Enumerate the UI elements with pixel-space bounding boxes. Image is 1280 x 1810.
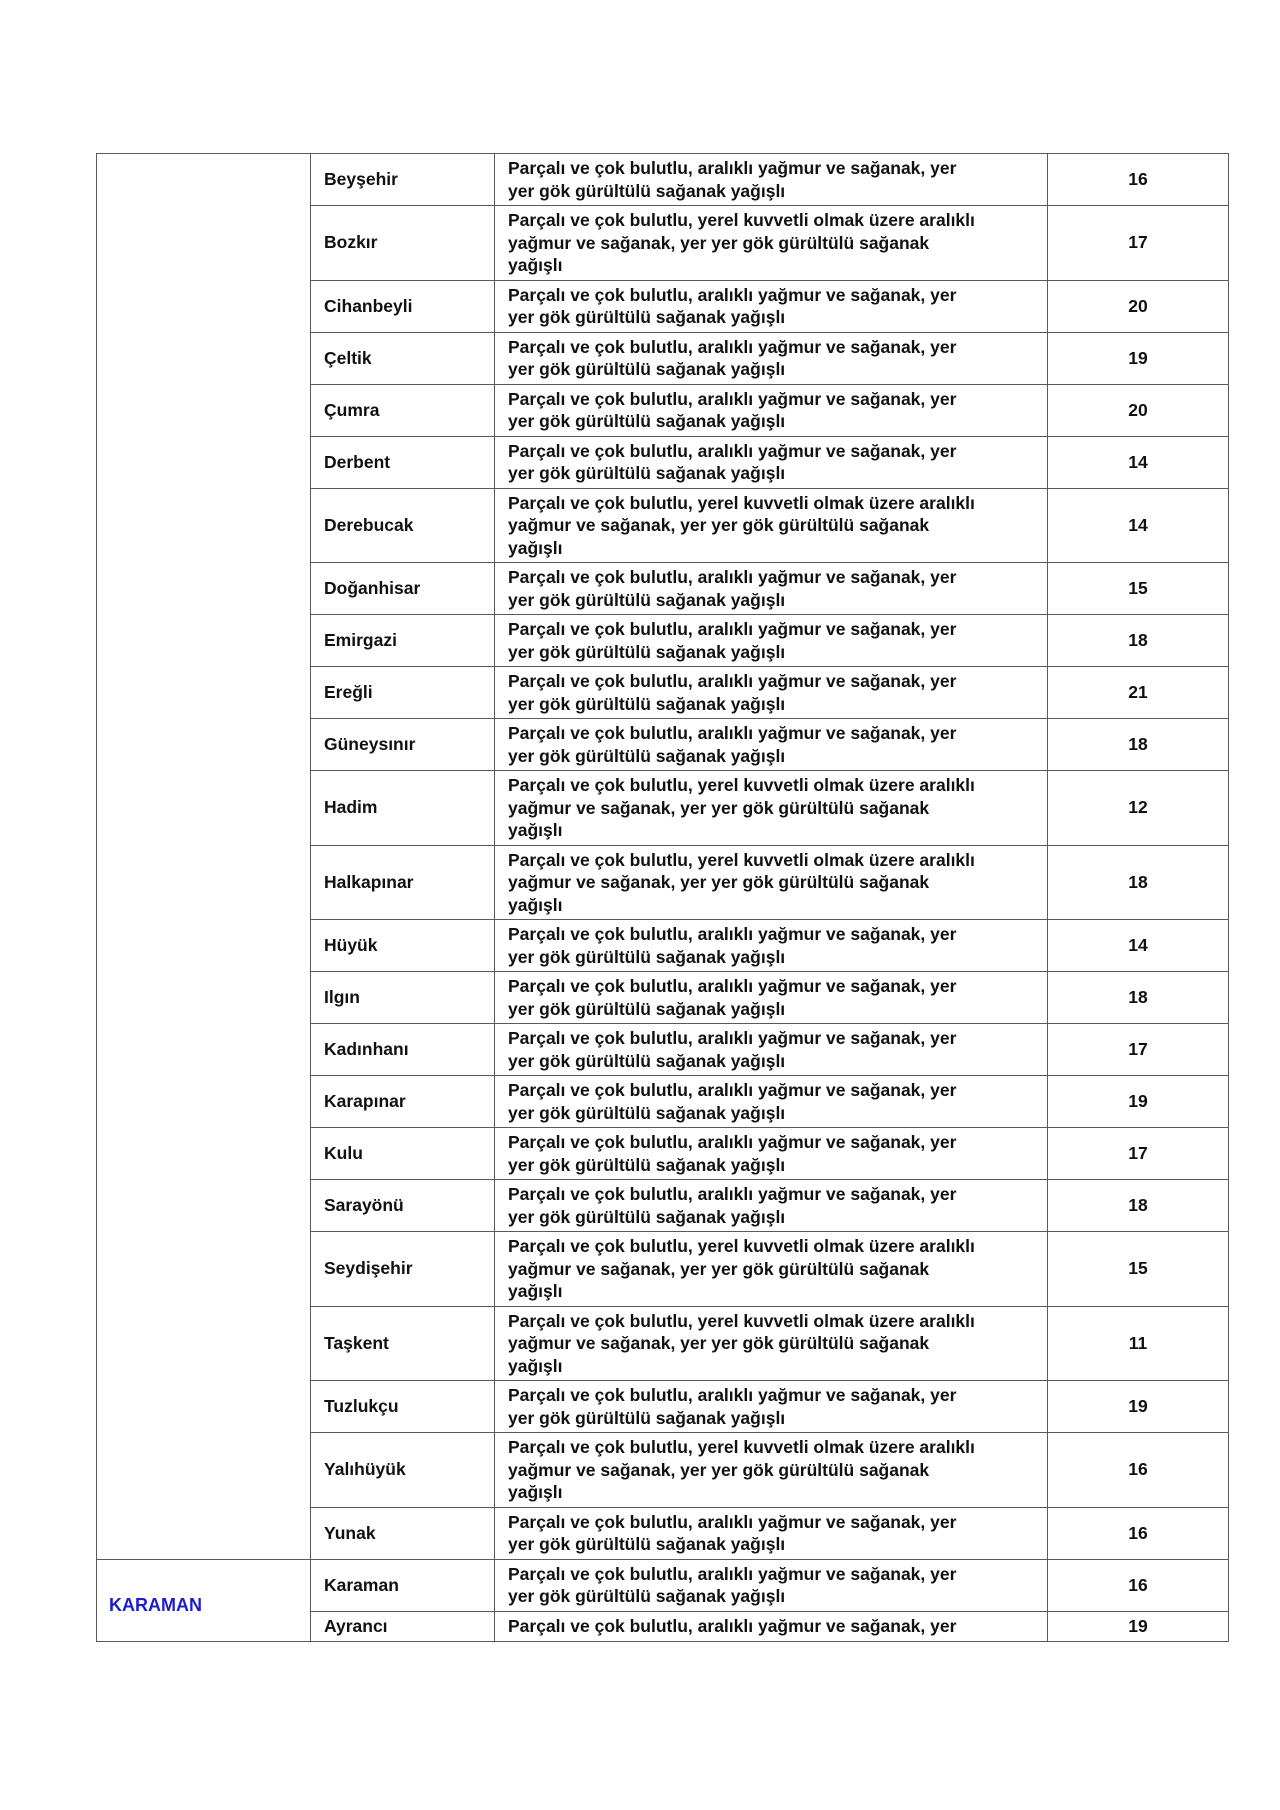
- forecast-description-line: Parçalı ve çok bulutlu, aralıklı yağmur ve sağanak, yer: [508, 976, 957, 996]
- temperature-cell: 18: [1048, 845, 1229, 920]
- forecast-description-line: yağışlı: [508, 820, 563, 840]
- district-cell: Halkapınar: [311, 845, 495, 920]
- forecast-description-line: yer gök gürültülü sağanak yağışlı: [508, 693, 786, 714]
- forecast-description-line: Parçalı ve çok bulutlu, aralıklı yağmur ve sağanak, yer: [508, 440, 957, 461]
- forecast-description-line: Parçalı ve çok bulutlu, yerel kuvvetli olmak üzere aralıklı: [508, 1437, 975, 1457]
- forecast-description-line: Parçalı ve çok bulutlu, yerel kuvvetli olmak üzere aralıklı: [508, 1310, 975, 1331]
- forecast-description-line: yağmur ve sağanak, yer yer gök gürültülü sağanak: [508, 797, 930, 818]
- district-cell: Seydişehir: [311, 1232, 495, 1307]
- forecast-description-line: yağmur ve sağanak, yer yer gök gürültülü sağanak: [508, 232, 930, 253]
- temperature-cell: 16: [1048, 1559, 1229, 1611]
- forecast-description-line: Parçalı ve çok bulutlu, aralıklı yağmur ve sağanak, yer: [508, 723, 957, 743]
- forecast-description-line: yağışlı: [508, 1355, 563, 1376]
- district-cell: Güneysınır: [311, 719, 495, 771]
- forecast-description-cell: [495, 845, 1048, 920]
- forecast-description-cell: [495, 1611, 1048, 1641]
- forecast-description-line: Parçalı ve çok bulutlu, yerel kuvvetli olmak üzere aralıklı: [508, 775, 975, 795]
- forecast-description-cell: [495, 332, 1048, 384]
- table-row: [97, 154, 1229, 206]
- temperature-cell: 17: [1048, 1128, 1229, 1180]
- forecast-description-line: yağmur ve sağanak, yer yer gök gürültülü sağanak: [508, 1333, 930, 1353]
- forecast-description-cell: [495, 972, 1048, 1024]
- forecast-description-line: Parçalı ve çok bulutlu, aralıklı yağmur ve sağanak, yer: [508, 1184, 957, 1204]
- forecast-description-line: Parçalı ve çok bulutlu, yerel kuvvetli olmak üzere aralıklı: [508, 1236, 975, 1256]
- forecast-description-cell: [495, 719, 1048, 771]
- temperature-cell: 11: [1048, 1306, 1229, 1381]
- forecast-description-line: yer gök gürültülü sağanak yağışlı: [508, 1534, 786, 1554]
- district-cell: Yunak: [311, 1507, 495, 1559]
- forecast-description-line: yer gök gürültülü sağanak yağışlı: [508, 359, 786, 379]
- forecast-description-line: yağışlı: [508, 255, 563, 275]
- forecast-description-line: Parçalı ve çok bulutlu, aralıklı yağmur ve sağanak, yer: [508, 284, 957, 305]
- forecast-description-line: yer gök gürültülü sağanak yağışlı: [508, 641, 786, 662]
- forecast-description-line: yer gök gürültülü sağanak yağışlı: [508, 307, 786, 327]
- district-cell: Emirgazi: [311, 615, 495, 667]
- forecast-description-cell: [495, 206, 1048, 281]
- forecast-description-line: yağmur ve sağanak, yer yer gök gürültülü sağanak: [508, 1459, 930, 1480]
- forecast-description-cell: [495, 280, 1048, 332]
- temperature-cell: 16: [1048, 1433, 1229, 1508]
- forecast-description-line: yağmur ve sağanak, yer yer gök gürültülü sağanak: [508, 872, 930, 892]
- forecast-description-cell: [495, 1507, 1048, 1559]
- forecast-description-line: Parçalı ve çok bulutlu, yerel kuvvetli olmak üzere aralıklı: [508, 849, 975, 870]
- district-cell: Hadim: [311, 771, 495, 846]
- forecast-description-line: Parçalı ve çok bulutlu, yerel kuvvetli olmak üzere aralıklı: [508, 492, 975, 513]
- district-cell: Taşkent: [311, 1306, 495, 1381]
- district-cell: Ayrancı: [311, 1611, 495, 1641]
- forecast-description-line: Parçalı ve çok bulutlu, aralıklı yağmur ve sağanak, yer: [508, 1080, 957, 1100]
- forecast-description-line: Parçalı ve çok bulutlu, aralıklı yağmur ve sağanak, yer: [508, 336, 957, 357]
- weather-forecast-table: [96, 153, 1229, 1642]
- forecast-description-line: Parçalı ve çok bulutlu, aralıklı yağmur ve sağanak, yer: [508, 158, 957, 178]
- forecast-description-line: yağmur ve sağanak, yer yer gök gürültülü sağanak: [508, 1258, 930, 1279]
- province-cell: KARAMAN: [97, 1559, 311, 1641]
- district-cell: Kadınhanı: [311, 1024, 495, 1076]
- district-cell: Cihanbeyli: [311, 280, 495, 332]
- district-cell: Yalıhüyük: [311, 1433, 495, 1508]
- forecast-description-cell: [495, 1076, 1048, 1128]
- forecast-description-line: Parçalı ve çok bulutlu, aralıklı yağmur ve sağanak, yer: [508, 1028, 957, 1048]
- district-cell: Karapınar: [311, 1076, 495, 1128]
- temperature-cell: 19: [1048, 332, 1229, 384]
- forecast-description-line: yer gök gürültülü sağanak yağışlı: [508, 1102, 786, 1123]
- temperature-cell: 19: [1048, 1381, 1229, 1433]
- district-cell: Derebucak: [311, 488, 495, 563]
- forecast-description-cell: [495, 1381, 1048, 1433]
- forecast-description-cell: [495, 154, 1048, 206]
- temperature-cell: 20: [1048, 280, 1229, 332]
- forecast-description-line: yer gök gürültülü sağanak yağışlı: [508, 946, 786, 967]
- table-row: [97, 1559, 1229, 1611]
- temperature-cell: 14: [1048, 920, 1229, 972]
- forecast-description-line: Parçalı ve çok bulutlu, aralıklı yağmur ve sağanak, yer: [508, 619, 957, 639]
- temperature-cell: 15: [1048, 563, 1229, 615]
- district-cell: Derbent: [311, 436, 495, 488]
- forecast-description-line: Parçalı ve çok bulutlu, aralıklı yağmur ve sağanak, yer: [508, 388, 957, 409]
- district-cell: Çumra: [311, 384, 495, 436]
- forecast-description-cell: [495, 1128, 1048, 1180]
- forecast-description-cell: [495, 488, 1048, 563]
- forecast-description-line: yer gök gürültülü sağanak yağışlı: [508, 1154, 786, 1175]
- temperature-cell: 14: [1048, 436, 1229, 488]
- table-body: [97, 154, 1229, 1642]
- forecast-description-line: yer gök gürültülü sağanak yağışlı: [508, 463, 786, 483]
- forecast-description-cell: [495, 771, 1048, 846]
- temperature-cell: 18: [1048, 972, 1229, 1024]
- forecast-description-cell: [495, 615, 1048, 667]
- forecast-description-cell: [495, 436, 1048, 488]
- forecast-description-line: yer gök gürültülü sağanak yağışlı: [508, 1206, 786, 1227]
- district-cell: Ereğli: [311, 667, 495, 719]
- forecast-description-line: yağmur ve sağanak, yer yer gök gürültülü sağanak: [508, 515, 930, 535]
- temperature-cell: 21: [1048, 667, 1229, 719]
- temperature-cell: 14: [1048, 488, 1229, 563]
- forecast-description-line: Parçalı ve çok bulutlu, aralıklı yağmur ve sağanak, yer: [508, 1563, 957, 1584]
- forecast-description-cell: [495, 1180, 1048, 1232]
- temperature-cell: 18: [1048, 719, 1229, 771]
- forecast-description-line: Parçalı ve çok bulutlu, aralıklı yağmur ve sağanak, yer: [508, 1132, 957, 1152]
- forecast-description-cell: [495, 1433, 1048, 1508]
- temperature-cell: 19: [1048, 1076, 1229, 1128]
- province-cell: [97, 154, 311, 1560]
- forecast-description-cell: [495, 563, 1048, 615]
- forecast-description-cell: [495, 1232, 1048, 1307]
- temperature-cell: 12: [1048, 771, 1229, 846]
- district-cell: Hüyük: [311, 920, 495, 972]
- temperature-cell: 20: [1048, 384, 1229, 436]
- district-cell: Kulu: [311, 1128, 495, 1180]
- temperature-cell: 16: [1048, 154, 1229, 206]
- district-cell: Karaman: [311, 1559, 495, 1611]
- forecast-description-line: yağışlı: [508, 1482, 563, 1502]
- forecast-description-line: yer gök gürültülü sağanak yağışlı: [508, 180, 786, 201]
- forecast-description-line: Parçalı ve çok bulutlu, aralıklı yağmur ve sağanak, yer: [508, 567, 957, 587]
- district-cell: Beyşehir: [311, 154, 495, 206]
- forecast-description-line: yağışlı: [508, 894, 563, 915]
- temperature-cell: 15: [1048, 1232, 1229, 1307]
- forecast-description-cell: [495, 384, 1048, 436]
- district-cell: Tuzlukçu: [311, 1381, 495, 1433]
- district-cell: Çeltik: [311, 332, 495, 384]
- forecast-description-line: yer gök gürültülü sağanak yağışlı: [508, 1407, 786, 1428]
- temperature-cell: 16: [1048, 1507, 1229, 1559]
- forecast-description-line: yer gök gürültülü sağanak yağışlı: [508, 411, 786, 431]
- forecast-description-line: yer gök gürültülü sağanak yağışlı: [508, 745, 786, 766]
- forecast-description-line: yer gök gürültülü sağanak yağışlı: [508, 1050, 786, 1071]
- forecast-description-line: yer gök gürültülü sağanak yağışlı: [508, 589, 786, 610]
- forecast-description-cell: [495, 1024, 1048, 1076]
- forecast-description-line: yer gök gürültülü sağanak yağışlı: [508, 998, 786, 1019]
- temperature-cell: 17: [1048, 206, 1229, 281]
- forecast-description-line: Parçalı ve çok bulutlu, aralıklı yağmur ve sağanak, yer: [508, 1615, 957, 1636]
- temperature-cell: 19: [1048, 1611, 1229, 1641]
- forecast-description-line: Parçalı ve çok bulutlu, aralıklı yağmur ve sağanak, yer: [508, 1385, 957, 1405]
- forecast-description-line: Parçalı ve çok bulutlu, yerel kuvvetli olmak üzere aralıklı: [508, 210, 975, 230]
- forecast-description-line: yer gök gürültülü sağanak yağışlı: [508, 1586, 786, 1606]
- forecast-description-line: yağışlı: [508, 537, 563, 558]
- temperature-cell: 18: [1048, 1180, 1229, 1232]
- forecast-description-cell: [495, 1559, 1048, 1611]
- temperature-cell: 18: [1048, 615, 1229, 667]
- district-cell: Ilgın: [311, 972, 495, 1024]
- forecast-description-cell: [495, 667, 1048, 719]
- forecast-description-line: Parçalı ve çok bulutlu, aralıklı yağmur ve sağanak, yer: [508, 924, 957, 944]
- forecast-description-cell: [495, 920, 1048, 972]
- forecast-description-line: yağışlı: [508, 1281, 563, 1301]
- forecast-description-line: Parçalı ve çok bulutlu, aralıklı yağmur ve sağanak, yer: [508, 671, 957, 691]
- district-cell: Bozkır: [311, 206, 495, 281]
- forecast-description-cell: [495, 1306, 1048, 1381]
- district-cell: Doğanhisar: [311, 563, 495, 615]
- district-cell: Sarayönü: [311, 1180, 495, 1232]
- forecast-description-line: Parçalı ve çok bulutlu, aralıklı yağmur ve sağanak, yer: [508, 1511, 957, 1532]
- temperature-cell: 17: [1048, 1024, 1229, 1076]
